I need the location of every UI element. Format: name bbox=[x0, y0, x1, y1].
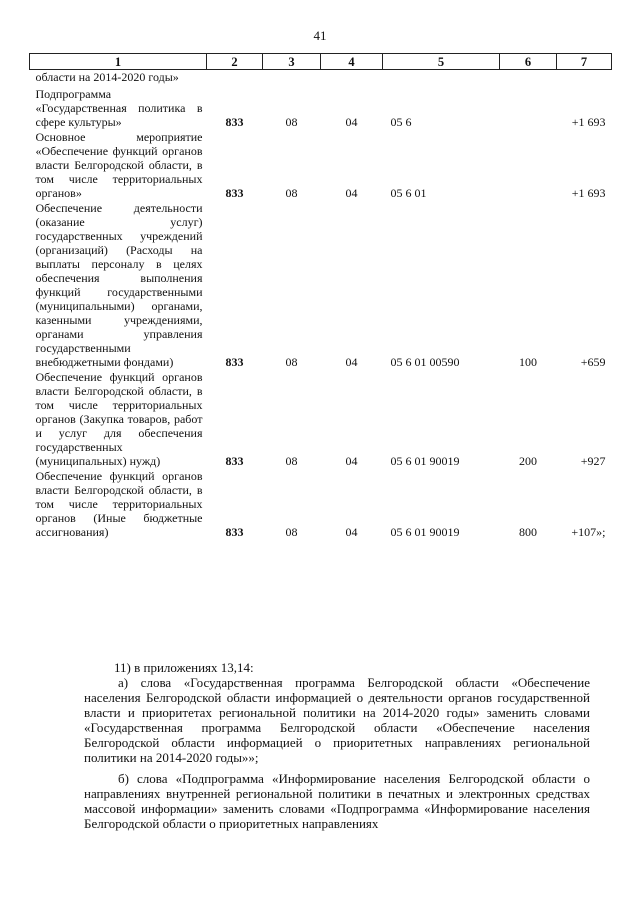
row-subsection-code: 04 bbox=[345, 525, 358, 539]
table-header-row bbox=[30, 54, 612, 70]
header-col-2: 2 bbox=[207, 54, 263, 70]
table-row bbox=[30, 370, 612, 469]
page-number: 41 bbox=[313, 28, 327, 43]
table-row bbox=[30, 469, 612, 540]
row-name: области на 2014-2020 годы» bbox=[35, 70, 179, 84]
table-row bbox=[30, 87, 612, 130]
row-ministry-code: 833 bbox=[225, 115, 244, 129]
row-section-code: 08 bbox=[285, 355, 298, 369]
table-row bbox=[30, 130, 612, 201]
row-target-article: 05 6 01 90019 bbox=[390, 454, 460, 468]
row-amount: +1 693 bbox=[571, 115, 606, 129]
row-ministry-code: 833 bbox=[225, 454, 244, 468]
row-amount: +927 bbox=[580, 454, 606, 468]
row-ministry-code bbox=[207, 70, 263, 88]
table-row bbox=[30, 70, 612, 88]
row-ministry-code: 833 bbox=[225, 355, 244, 369]
row-target-article bbox=[383, 70, 500, 88]
row-ministry-code: 833 bbox=[225, 525, 244, 539]
row-expense-type: 100 bbox=[519, 355, 537, 369]
amendments-section bbox=[84, 660, 590, 831]
row-name: Обеспечение деятельности (оказание услуг) государственных учреждений (организаций) (Расходы на выплаты персоналу в целях обеспечения выполнения функций государственными (муниципальными) органами, казенными учреждениями, органами управления государственными внебюджетными фондами) bbox=[35, 201, 203, 369]
amendment-paragraph-b: б) слова «Подпрограмма «Информирование населения Белгородской области о направлениях внутренней региональной политики в печатных и электронных средствах массовой информации» заменить словами «Подпрограмма «Информирование населения Белгородской области о приоритетных направлениях bbox=[84, 771, 590, 831]
row-section-code: 08 bbox=[285, 186, 298, 200]
header-col-6: 6 bbox=[500, 54, 557, 70]
amendment-heading: 11) в приложениях 13,14: bbox=[114, 660, 254, 675]
row-expense-type bbox=[500, 130, 557, 201]
row-target-article: 05 6 01 00590 bbox=[390, 355, 460, 369]
amendment-paragraph-a: а) слова «Государственная программа Белгородской области «Обеспечение населения Белгородской области информацией о деятельности органов государственной власти и приоритетах региональной политики на 2014-2020 годы» заменить словами «Государственная программа Белгородской области «Обеспечение населения Белгородской области информацией о приоритетных направлениях региональной политики на 2014-2020 годы»»; bbox=[84, 675, 590, 765]
header-col-4: 4 bbox=[321, 54, 383, 70]
row-section-code bbox=[263, 70, 321, 88]
header-col-3: 3 bbox=[263, 54, 321, 70]
row-target-article: 05 6 01 bbox=[390, 186, 427, 200]
row-name: Обеспечение функций органов власти Белгородской области, в том числе территориальных органов (Иные бюджетные ассигнования) bbox=[35, 469, 203, 539]
row-expense-type bbox=[500, 70, 557, 88]
row-amount: +1 693 bbox=[571, 186, 606, 200]
row-subsection-code: 04 bbox=[345, 454, 358, 468]
row-name: Основное мероприятие «Обеспечение функций органов власти Белгородской области, в том числе территориальных органов» bbox=[35, 130, 203, 200]
row-ministry-code: 833 bbox=[225, 186, 244, 200]
header-col-7: 7 bbox=[557, 54, 612, 70]
header-col-1: 1 bbox=[30, 54, 207, 70]
header-col-5: 5 bbox=[383, 54, 500, 70]
row-expense-type bbox=[500, 87, 557, 130]
row-subsection-code: 04 bbox=[345, 115, 358, 129]
row-section-code: 08 bbox=[285, 525, 298, 539]
row-section-code: 08 bbox=[285, 454, 298, 468]
row-expense-type: 200 bbox=[519, 454, 537, 468]
table-row bbox=[30, 201, 612, 370]
row-subsection-code: 04 bbox=[345, 355, 358, 369]
budget-table bbox=[29, 53, 612, 540]
row-name: Обеспечение функций органов власти Белгородской области, в том числе территориальных органов (Закупка товаров, работ и услуг для обеспечения государственных (муниципальных) нужд) bbox=[35, 370, 203, 468]
row-name: Подпрограмма «Государственная политика в сфере культуры» bbox=[35, 87, 203, 129]
row-target-article: 05 6 bbox=[390, 115, 412, 129]
row-section-code: 08 bbox=[285, 115, 298, 129]
row-subsection-code: 04 bbox=[345, 186, 358, 200]
row-amount: +659 bbox=[580, 355, 606, 369]
row-amount: +107»; bbox=[571, 525, 606, 539]
row-subsection-code bbox=[321, 70, 383, 88]
row-target-article: 05 6 01 90019 bbox=[390, 525, 460, 539]
row-expense-type: 800 bbox=[519, 525, 537, 539]
row-amount bbox=[557, 70, 612, 88]
